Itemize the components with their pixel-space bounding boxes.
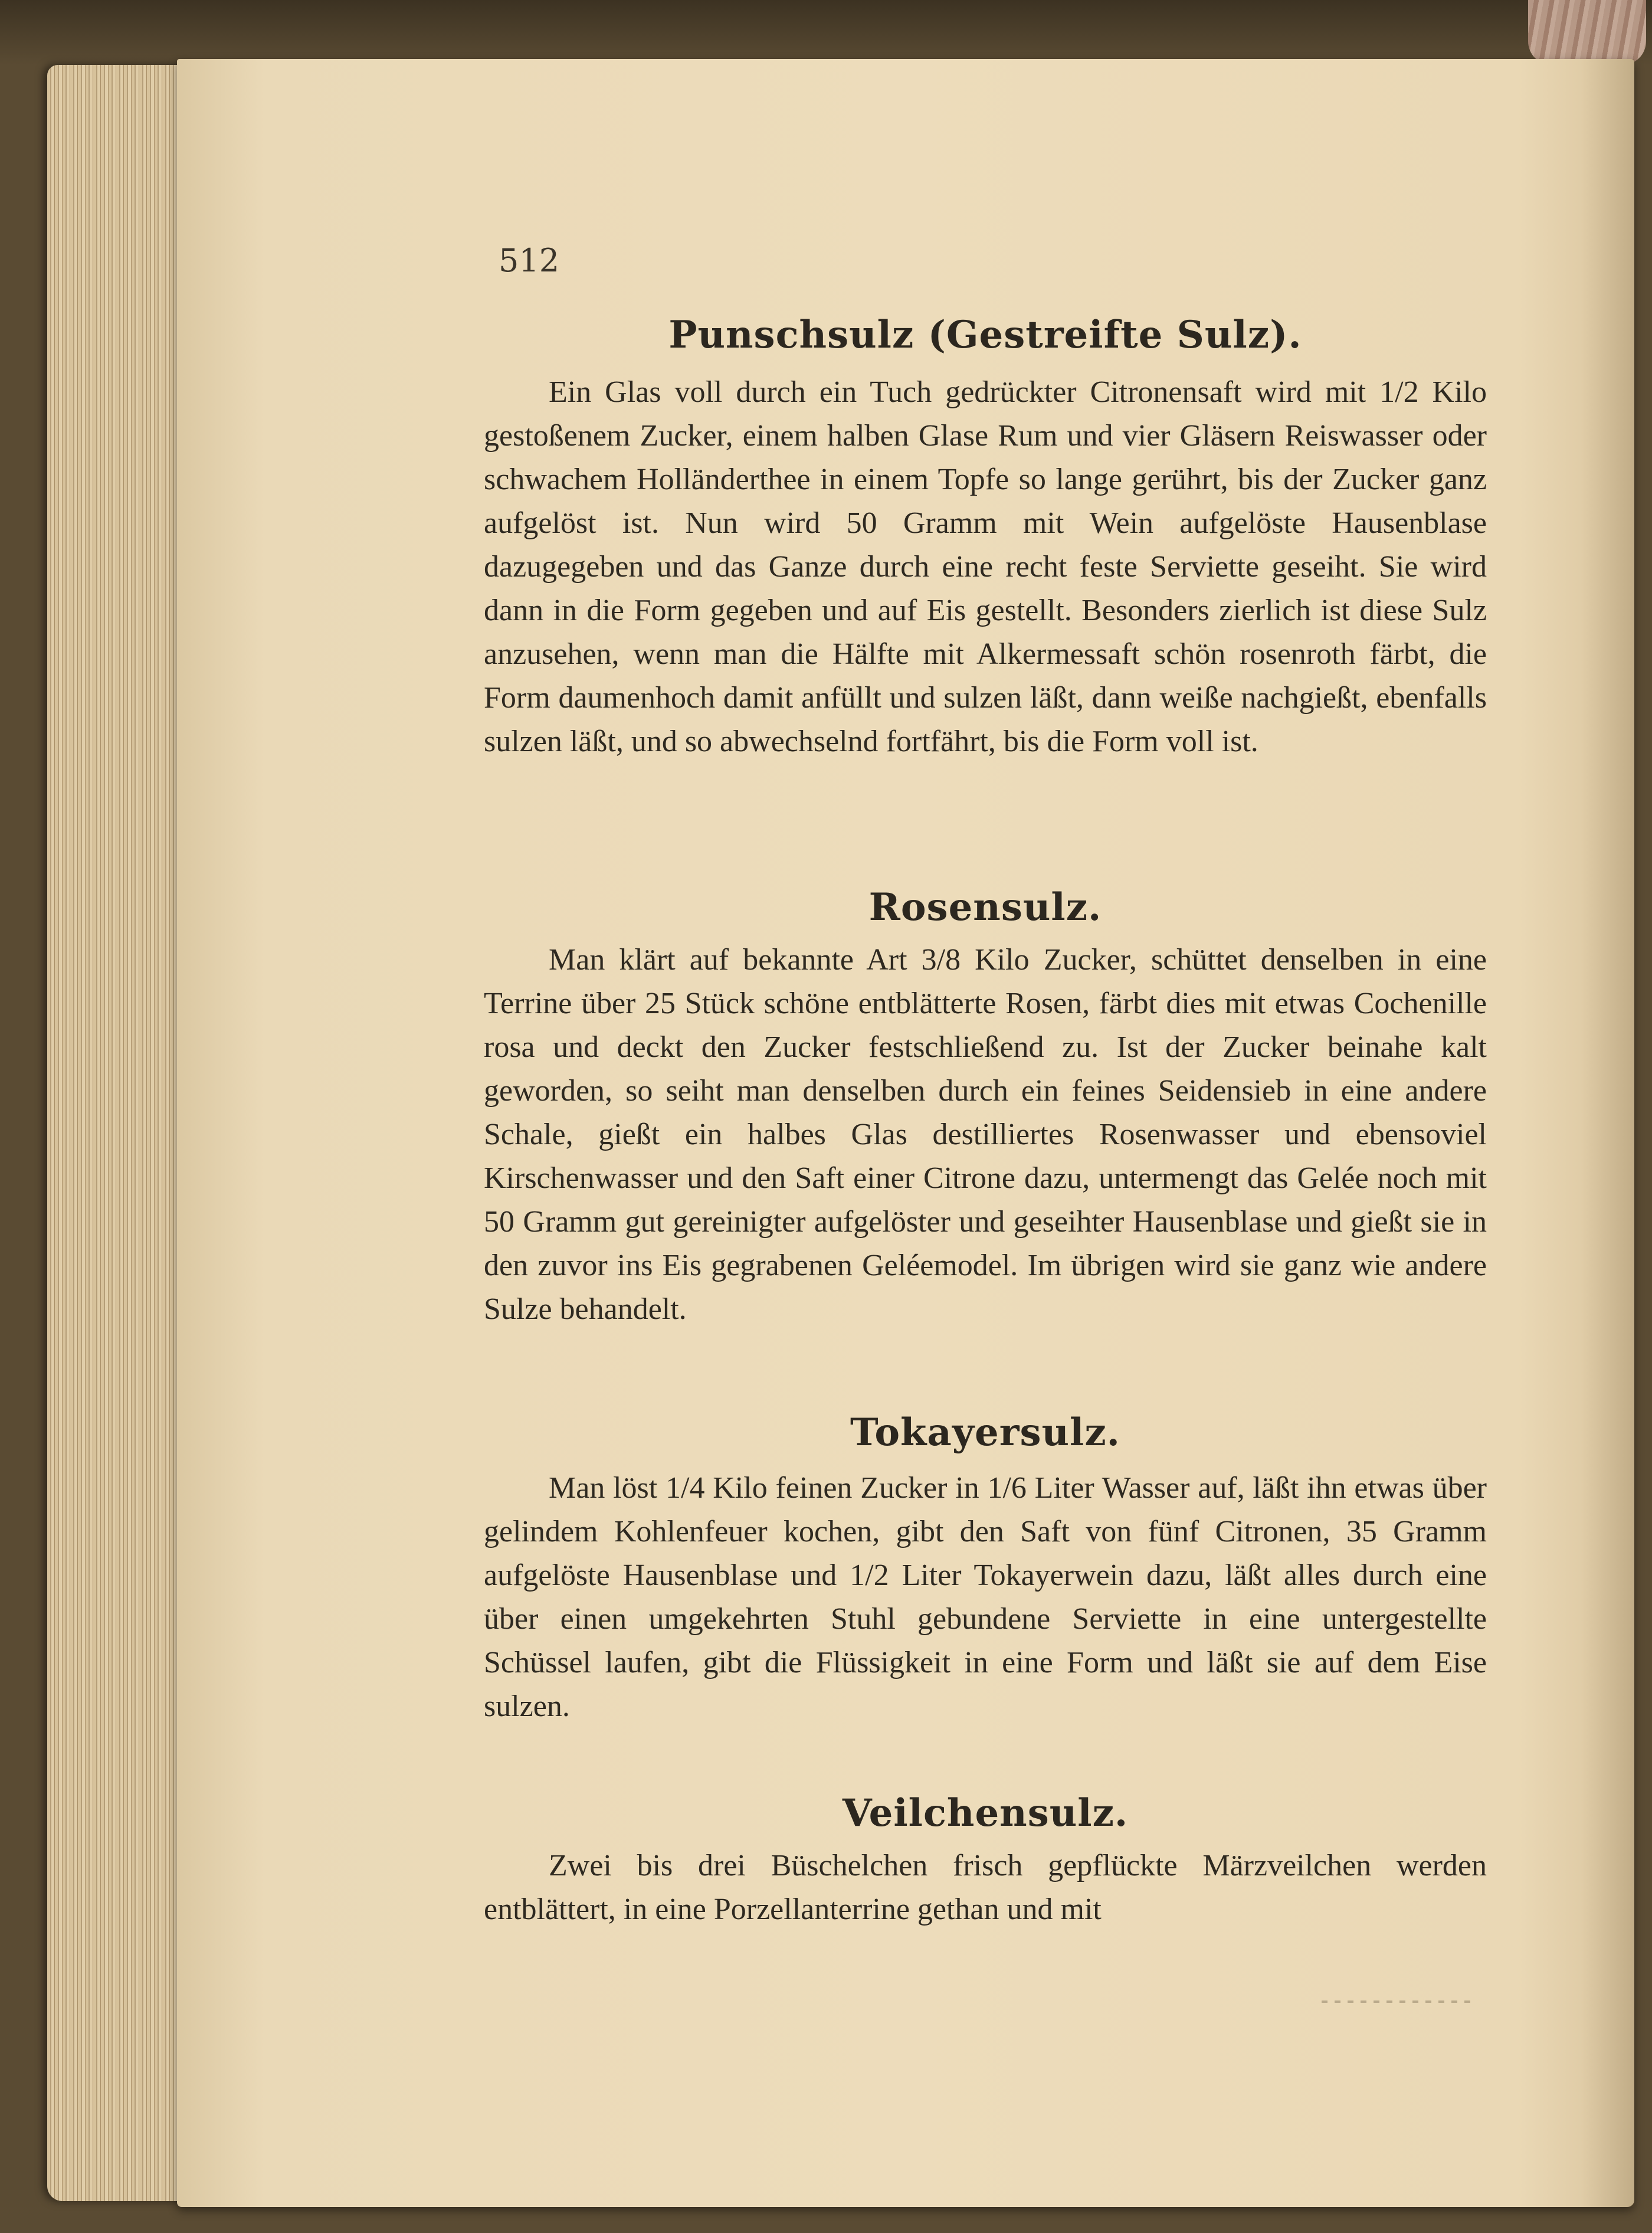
page-number: 512 — [499, 242, 560, 279]
section-body-tokayersulz: Man löst 1/4 Kilo feinen Zucker in 1/6 Liter Wasser auf, läßt ihn etwas über gelindem Kohlenfeuer kochen, gibt den Saft von fünf Citronen, 35 Gramm aufgelöste Hausenblase und 1/2 Liter Tokayerwein dazu, läßt alles durch eine über einen umgekehrten Stuhl gebundene Serviette in eine untergestellte Schüssel laufen, gibt die Flüssigkeit in eine Form und läßt sie auf dem Eise sulzen. — [484, 1471, 1487, 1723]
section-title-veilchensulz: Veilchensulz. — [842, 1791, 1129, 1835]
pencil-mark — [1322, 2000, 1475, 2003]
section-title-punschsulz: Punschsulz (Gestreifte Sulz). — [668, 313, 1302, 357]
section-body-veilchensulz: Zwei bis drei Büschelchen frisch gepflückte Märzveilchen werden entblättert, in eine Porzellanterrine gethan und mit — [484, 1849, 1487, 1926]
ribbon-bookmark — [1528, 0, 1646, 65]
section-title-tokayersulz: Tokayersulz. — [850, 1410, 1120, 1455]
page-edges — [47, 65, 189, 2201]
section-title-rosensulz: Rosensulz. — [868, 885, 1102, 929]
scan-background — [0, 0, 1652, 65]
section-body-rosensulz: Man klärt auf bekannte Art 3/8 Kilo Zucker, schüttet denselben in eine Terrine über 25 Stück schöne entblätterte Rosen, färbt dies mit etwas Cochenille rosa und deckt den Zucker festschließend zu. Ist der Zucker beinahe kalt geworden, so seiht man denselben durch ein feines Seidensieb in eine andere Schale, gießt ein halbes Glas destilliertes Rosenwasser und ebensoviel Kirschenwasser und den Saft einer Citrone dazu, untermengt das Gelée noch mit 50 Gramm gut gereinigter aufgelöster und geseihter Hausenblase und gießt sie in den zuvor ins Eis gegrabenen Geléemodel. Im übrigen wird sie ganz wie andere Sulze behandelt. — [484, 943, 1487, 1326]
section-body-punschsulz: Ein Glas voll durch ein Tuch gedrückter Citronensaft wird mit 1/2 Kilo gestoßenem Zucker, einem halben Glase Rum und vier Gläsern Reiswasser oder schwachem Holländerthee in einem Topfe so lange gerührt, bis der Zucker ganz aufgelöst ist. Nun wird 50 Gramm mit Wein aufgelöste Hausenblase dazugegeben und das Ganze durch eine recht feste Serviette geseiht. Sie wird dann in die Form gegeben und auf Eis gestellt. Besonders zierlich ist diese Sulz anzusehen, wenn man die Hälfte mit Alkermessaft schön rosenroth färbt, die Form daumenhoch damit anfüllt und sulzen läßt, dann weiße nachgießt, ebenfalls sulzen läßt, und so abwechselnd fortfährt, bis die Form voll ist. — [484, 375, 1487, 758]
